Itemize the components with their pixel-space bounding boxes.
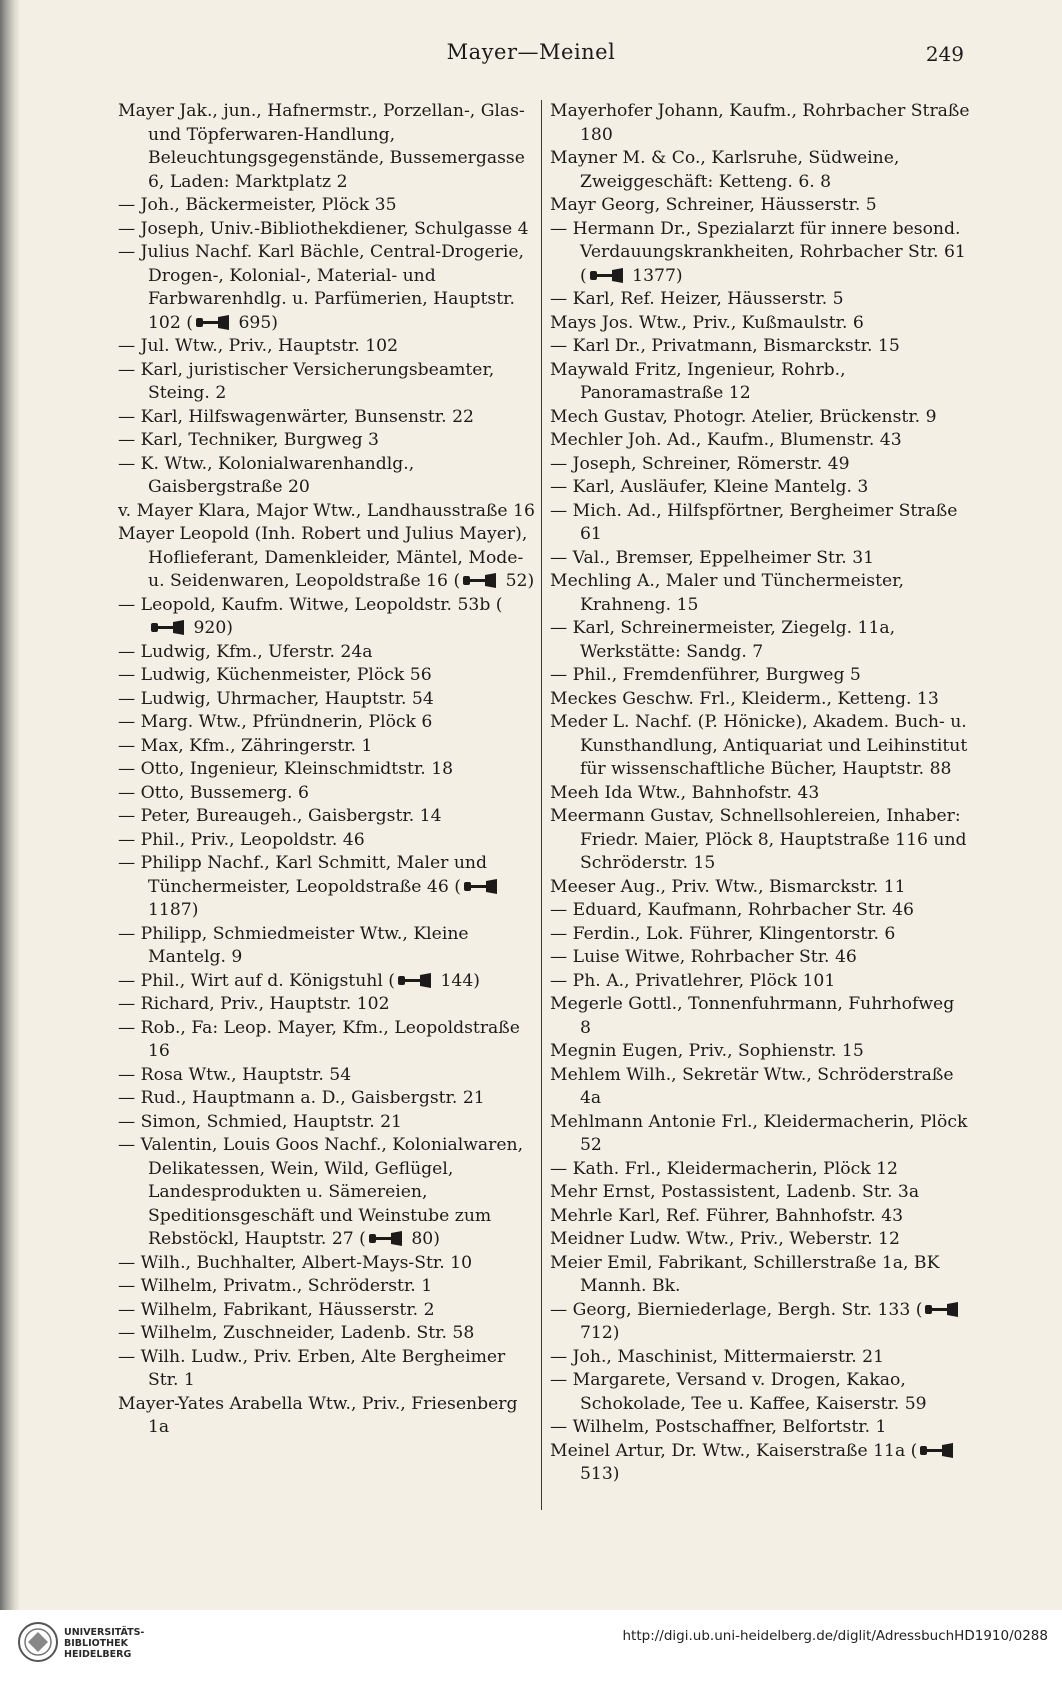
footer-bar [0, 1610, 1062, 1685]
directory-entry: — Joseph, Schreiner, Römerstr. 49 [550, 453, 850, 474]
directory-entry: — Wilh. Ludw., Priv. Erben, Alte Bergheimer Str. 1 [118, 1346, 506, 1390]
directory-entry: — Wilhelm, Privatm., Schröderstr. 1 [118, 1276, 433, 1296]
telephone-icon [463, 879, 499, 894]
directory-entry: — Wilhelm, Postschaffner, Belfortstr. 1 [550, 1417, 887, 1437]
directory-entry: — Wilh., Buchhalter, Albert-Mays-Str. 10 [118, 1252, 473, 1273]
directory-entry: — Rob., Fa: Leop. Mayer, Kfm., Leopoldstraße 16 [118, 1017, 520, 1061]
directory-entry: Mechling A., Maler und Tünchermeister, Krahneng. 15 [550, 571, 904, 615]
telephone-icon [589, 268, 625, 283]
directory-entry: Mech Gustav, Photogr. Atelier, Brückenstr. 9 [550, 406, 937, 427]
directory-entry: — Karl, Ausläufer, Kleine Mantelg. 3 [550, 477, 869, 497]
telephone-icon [368, 1231, 404, 1246]
directory-entry: — Jul. Wtw., Priv., Hauptstr. 102 [118, 336, 399, 356]
directory-entry: — Phil., Fremdenführer, Burgweg 5 [550, 665, 861, 685]
directory-entry: — Kath. Frl., Kleidermacherin, Plöck 12 [550, 1158, 898, 1179]
directory-entry: — Ph. A., Privatlehrer, Plöck 101 [550, 970, 836, 991]
page-number: 249 [925, 42, 964, 66]
directory-entry: — K. Wtw., Kolonialwarenhandlg., Gaisbergstraße 20 [118, 453, 415, 497]
directory-entry: Meder L. Nachf. (P. Hönicke), Akadem. Buch- u. Kunsthandlung, Antiquariat und Leihinstitut für wissenschaftliche Bücher, Hauptstr. 88 [550, 712, 968, 779]
directory-entry: Mehrle Karl, Ref. Führer, Bahnhofstr. 43 [550, 1205, 904, 1226]
running-header: Mayer—Meinel [446, 40, 616, 64]
directory-entry: — Richard, Priv., Hauptstr. 102 [118, 994, 390, 1014]
directory-entry: — Hermann Dr., Spezialarzt für innere besond. Verdauungskrankheiten, Rohrbacher Str. 61 ( 1377) [550, 218, 966, 286]
directory-entry: Meeh Ida Wtw., Bahnhofstr. 43 [550, 782, 820, 803]
directory-entry: — Rosa Wtw., Hauptstr. 54 [118, 1064, 352, 1085]
directory-entry: — Rud., Hauptmann a. D., Gaisbergstr. 21 [118, 1088, 485, 1108]
telephone-icon [150, 620, 186, 635]
directory-entry: Meckes Geschw. Frl., Kleiderm., Ketteng. 13 [550, 688, 939, 709]
directory-entry: Mechler Joh. Ad., Kaufm., Blumenstr. 43 [550, 430, 902, 450]
directory-entry: Mayerhofer Johann, Kaufm., Rohrbacher Straße 180 [550, 101, 970, 145]
left-column [118, 100, 536, 1440]
directory-entry: Mays Jos. Wtw., Priv., Kußmaulstr. 6 [550, 312, 864, 333]
directory-entry: — Valentin, Louis Goos Nachf., Kolonialwaren, Delikatessen, Wein, Wild, Geflügel, Landesprodukten u. Sämereien, Speditionsgeschäft und Weinstube zum Rebstöckl, Hauptstr. 27 ( 80) [118, 1135, 524, 1249]
directory-entry: — Philipp, Schmiedmeister Wtw., Kleine Mantelg. 9 [118, 923, 469, 967]
directory-entry: — Ferdin., Lok. Führer, Klingentorstr. 6 [550, 923, 896, 944]
directory-entry: Meier Emil, Fabrikant, Schillerstraße 1a, BK Mannh. Bk. [550, 1252, 940, 1296]
directory-entry: — Georg, Bierniederlage, Bergh. Str. 133 ( 712) [550, 1299, 970, 1346]
telephone-icon [462, 573, 498, 588]
directory-entry: — Wilhelm, Fabrikant, Häusserstr. 2 [118, 1299, 435, 1320]
directory-entry: Mayr Georg, Schreiner, Häusserstr. 5 [550, 195, 877, 215]
directory-entry: — Karl, Techniker, Burgweg 3 [118, 430, 379, 450]
directory-entry: — Philipp Nachf., Karl Schmitt, Maler und Tünchermeister, Leopoldstraße 46 ( 1187) [118, 852, 536, 923]
directory-entry: — Wilhelm, Zuschneider, Ladenb. Str. 58 [118, 1323, 475, 1343]
directory-entry: — Ludwig, Kfm., Uferstr. 24a [118, 641, 373, 662]
telephone-icon [924, 1302, 960, 1317]
directory-entry: — Phil., Priv., Leopoldstr. 46 [118, 829, 365, 850]
directory-entry: — Luise Witwe, Rohrbacher Str. 46 [550, 947, 857, 967]
directory-entry: v. Mayer Klara, Major Wtw., Landhausstraße 16 [118, 500, 535, 521]
telephone-icon [397, 973, 433, 988]
directory-entry: — Karl Dr., Privatmann, Bismarckstr. 15 [550, 336, 900, 356]
directory-entry: Meinel Artur, Dr. Wtw., Kaiserstraße 11a ( 513) [550, 1440, 970, 1487]
directory-entry: Maywald Fritz, Ingenieur, Rohrb., Panoramastraße 12 [550, 359, 846, 403]
directory-entry: — Joh., Maschinist, Mittermaierstr. 21 [550, 1346, 885, 1367]
scan-edge [0, 0, 20, 1610]
directory-entry: Meermann Gustav, Schnellsohlereien, Inhaber: Friedr. Maier, Plöck 8, Hauptstraße 116 und Schröderstr. 15 [550, 806, 967, 873]
library-logo-icon [16, 1620, 60, 1664]
directory-entry: — Max, Kfm., Zähringerstr. 1 [118, 735, 373, 756]
directory-entry: — Ludwig, Küchenmeister, Plöck 56 [118, 665, 432, 685]
telephone-icon [195, 315, 231, 330]
directory-entry: — Marg. Wtw., Pfründnerin, Plöck 6 [118, 712, 433, 732]
directory-entry: — Leopold, Kaufm. Witwe, Leopoldstr. 53b ( 920) [118, 594, 503, 638]
directory-entry: — Val., Bremser, Eppelheimer Str. 31 [550, 547, 875, 568]
directory-entry: — Joseph, Univ.-Bibliothekdiener, Schulgasse 4 [118, 218, 529, 239]
directory-entry: — Joh., Bäckermeister, Plöck 35 [118, 195, 397, 215]
directory-entry: Meeser Aug., Priv. Wtw., Bismarckstr. 11 [550, 876, 906, 897]
directory-entry: Mehlmann Antonie Frl., Kleidermacherin, Plöck 52 [550, 1111, 968, 1155]
directory-entry: — Karl, Ref. Heizer, Häusserstr. 5 [550, 289, 844, 309]
directory-entry: Megnin Eugen, Priv., Sophienstr. 15 [550, 1041, 864, 1061]
directory-entry: Mayer-Yates Arabella Wtw., Priv., Friesenberg 1a [118, 1393, 518, 1437]
directory-entry: — Julius Nachf. Karl Bächle, Central-Drogerie, Drogen-, Kolonial-, Material- und Farbwarenhdlg. u. Parfümerien, Hauptstr. 102 ( 695) [118, 242, 524, 333]
telephone-icon [919, 1443, 955, 1458]
directory-entry: — Simon, Schmied, Hauptstr. 21 [118, 1111, 402, 1132]
directory-entry: — Mich. Ad., Hilfspförtner, Bergheimer Straße 61 [550, 500, 958, 544]
directory-entry: — Peter, Bureaugeh., Gaisbergstr. 14 [118, 806, 442, 826]
directory-entry: Mayner M. & Co., Karlsruhe, Südweine, Zweiggeschäft: Ketteng. 6. 8 [550, 148, 900, 192]
directory-entry: — Eduard, Kaufmann, Rohrbacher Str. 46 [550, 900, 914, 920]
directory-entry: — Ludwig, Uhrmacher, Hauptstr. 54 [118, 688, 434, 709]
right-column [550, 100, 970, 1487]
directory-entry: Mehlem Wilh., Sekretär Wtw., Schröderstraße 4a [550, 1064, 954, 1108]
directory-entry: Mehr Ernst, Postassistent, Ladenb. Str. 3a [550, 1182, 920, 1202]
directory-entry: — Karl, juristischer Versicherungsbeamter, Steing. 2 [118, 359, 495, 403]
directory-entry: Mayer Leopold (Inh. Robert und Julius Mayer), Hoflieferant, Damenkleider, Mäntel, Mode- u. Seidenwaren, Leopoldstraße 16 ( 52) [118, 524, 535, 591]
directory-entry: — Karl, Schreinermeister, Ziegelg. 11a, Werkstätte: Sandg. 7 [550, 618, 896, 662]
directory-entry: Megerle Gottl., Tonnenfuhrmann, Fuhrhofweg 8 [550, 994, 955, 1038]
directory-entry: — Phil., Wirt auf d. Königstuhl ( 144) [118, 970, 480, 991]
directory-entry: Mayer Jak., jun., Hafnermstr., Porzellan-, Glas- und Töpferwaren-Handlung, Beleuchtungsgegenstände, Bussemergasse 6, Laden: Marktplatz 2 [118, 101, 525, 192]
directory-entry: — Margarete, Versand v. Drogen, Kakao, Schokolade, Tee u. Kaffee, Kaiserstr. 59 [550, 1370, 927, 1414]
directory-entry: — Otto, Ingenieur, Kleinschmidtstr. 18 [118, 759, 454, 779]
source-url-link[interactable]: http://digi.ub.uni-heidelberg.de/diglit/AdressbuchHD1910/0288 [622, 1628, 1048, 1644]
column-divider [541, 100, 542, 1510]
directory-entry: — Karl, Hilfswagenwärter, Bunsenstr. 22 [118, 406, 474, 427]
directory-entry: Meidner Ludw. Wtw., Priv., Weberstr. 12 [550, 1229, 900, 1249]
directory-entry: — Otto, Bussemerg. 6 [118, 782, 309, 803]
library-name: UNIVERSITÄTS- BIBLIOTHEK HEIDELBERG [64, 1627, 145, 1660]
